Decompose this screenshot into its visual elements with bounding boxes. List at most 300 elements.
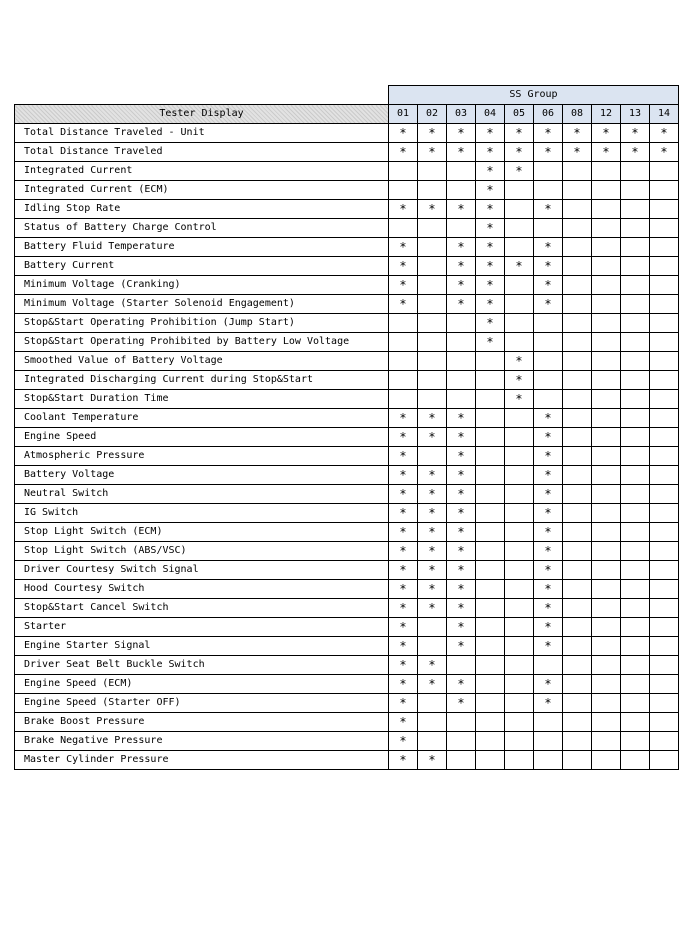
mark-cell [534,181,563,200]
mark-cell [476,466,505,485]
mark-cell: * [650,143,679,162]
mark-cell: * [389,200,418,219]
mark-cell: * [447,295,476,314]
mark-cell: * [447,447,476,466]
mark-cell [592,219,621,238]
mark-cell: * [389,599,418,618]
mark-cell: * [505,143,534,162]
mark-cell: * [447,124,476,143]
mark-cell [650,751,679,770]
mark-cell: * [447,523,476,542]
mark-cell [476,637,505,656]
mark-cell [476,485,505,504]
mark-cell: * [418,542,447,561]
mark-cell [621,694,650,713]
row-label: Battery Current [15,257,389,276]
table-row [15,447,679,466]
mark-cell: * [505,124,534,143]
mark-cell [563,314,592,333]
mark-cell: * [389,675,418,694]
mark-cell [563,580,592,599]
mark-cell [592,713,621,732]
mark-cell [592,428,621,447]
mark-cell: * [534,618,563,637]
mark-cell [534,656,563,675]
mark-cell [389,333,418,352]
mark-cell: * [418,523,447,542]
mark-cell [650,466,679,485]
mark-cell [650,732,679,751]
ss-group-header: SS Group [389,86,679,105]
mark-cell: * [534,276,563,295]
mark-cell [592,390,621,409]
mark-cell [418,238,447,257]
mark-cell [505,599,534,618]
mark-cell [389,181,418,200]
mark-cell [534,333,563,352]
mark-cell: * [476,276,505,295]
mark-cell: * [476,181,505,200]
row-label: Smoothed Value of Battery Voltage [15,352,389,371]
mark-cell [505,485,534,504]
table-row [15,124,679,143]
mark-cell [592,200,621,219]
mark-cell [418,219,447,238]
mark-cell [389,352,418,371]
row-label: Integrated Current [15,162,389,181]
mark-cell: * [447,257,476,276]
mark-cell: * [650,124,679,143]
mark-cell: * [447,200,476,219]
mark-cell: * [476,200,505,219]
mark-cell: * [447,409,476,428]
mark-cell [650,333,679,352]
mark-cell: * [389,428,418,447]
mark-cell [592,694,621,713]
mark-cell [505,466,534,485]
mark-cell [592,618,621,637]
mark-cell [592,276,621,295]
mark-cell [592,542,621,561]
mark-cell: * [389,523,418,542]
mark-cell [621,447,650,466]
mark-cell [505,751,534,770]
row-label: Minimum Voltage (Cranking) [15,276,389,295]
mark-cell: * [534,580,563,599]
mark-cell: * [476,143,505,162]
mark-cell [621,713,650,732]
table-row [15,542,679,561]
row-label: Idling Stop Rate [15,200,389,219]
row-label: Neutral Switch [15,485,389,504]
column-header-06: 06 [534,105,563,124]
table-row [15,181,679,200]
mark-cell: * [534,542,563,561]
mark-cell: * [389,409,418,428]
mark-cell: * [389,542,418,561]
table-row [15,637,679,656]
row-label: Brake Boost Pressure [15,713,389,732]
mark-cell [563,181,592,200]
mark-cell: * [476,124,505,143]
mark-cell [505,618,534,637]
column-header-13: 13 [621,105,650,124]
mark-cell: * [389,732,418,751]
mark-cell: * [389,295,418,314]
mark-cell [534,713,563,732]
mark-cell [418,257,447,276]
mark-cell [592,466,621,485]
table-row [15,200,679,219]
mark-cell [418,352,447,371]
mark-cell [505,675,534,694]
mark-cell [418,713,447,732]
mark-cell [505,561,534,580]
mark-cell: * [447,428,476,447]
mark-cell [476,751,505,770]
mark-cell: * [447,637,476,656]
mark-cell [563,447,592,466]
mark-cell [505,523,534,542]
table-row [15,276,679,295]
mark-cell: * [447,542,476,561]
mark-cell: * [534,485,563,504]
blank-corner [15,86,389,105]
row-label: Stop&Start Operating Prohibited by Battery Low Voltage [15,333,389,352]
mark-cell [650,637,679,656]
row-label: Master Cylinder Pressure [15,751,389,770]
mark-cell [592,352,621,371]
row-label: Engine Starter Signal [15,637,389,656]
mark-cell: * [447,675,476,694]
table-row [15,618,679,637]
mark-cell: * [389,238,418,257]
mark-cell: * [505,257,534,276]
mark-cell [592,409,621,428]
mark-cell [650,257,679,276]
mark-cell [650,295,679,314]
mark-cell [621,333,650,352]
mark-cell: * [563,143,592,162]
mark-cell [563,599,592,618]
mark-cell [505,637,534,656]
row-label: Hood Courtesy Switch [15,580,389,599]
mark-cell: * [534,409,563,428]
mark-cell [592,732,621,751]
mark-cell [418,732,447,751]
mark-cell [592,637,621,656]
mark-cell [650,504,679,523]
mark-cell: * [389,751,418,770]
table-row [15,409,679,428]
mark-cell [650,276,679,295]
mark-cell: * [389,637,418,656]
mark-cell: * [534,124,563,143]
mark-cell [476,504,505,523]
mark-cell [621,276,650,295]
mark-cell [563,238,592,257]
mark-cell: * [389,276,418,295]
mark-cell [621,257,650,276]
mark-cell [563,656,592,675]
mark-cell [563,637,592,656]
mark-cell [621,599,650,618]
mark-cell [563,333,592,352]
mark-cell [505,656,534,675]
mark-cell: * [389,580,418,599]
mark-cell [650,561,679,580]
mark-cell: * [505,390,534,409]
mark-cell [621,219,650,238]
mark-cell [505,219,534,238]
row-label: Brake Negative Pressure [15,732,389,751]
row-label: Battery Voltage [15,466,389,485]
mark-cell [505,181,534,200]
mark-cell [534,371,563,390]
mark-cell [505,580,534,599]
mark-cell [563,561,592,580]
table-row [15,371,679,390]
mark-cell: * [621,124,650,143]
mark-cell [592,181,621,200]
mark-cell [650,390,679,409]
mark-cell [505,428,534,447]
mark-cell [418,390,447,409]
table-row [15,390,679,409]
row-label: Total Distance Traveled [15,143,389,162]
mark-cell: * [505,371,534,390]
mark-cell [621,428,650,447]
mark-cell [563,352,592,371]
mark-cell [563,276,592,295]
mark-cell: * [505,162,534,181]
mark-cell [505,295,534,314]
column-header-02: 02 [418,105,447,124]
mark-cell: * [505,352,534,371]
mark-cell [447,181,476,200]
mark-cell [476,618,505,637]
mark-cell [650,219,679,238]
mark-cell [650,371,679,390]
mark-cell: * [534,143,563,162]
column-header-03: 03 [447,105,476,124]
mark-cell [447,751,476,770]
mark-cell [447,713,476,732]
column-header-12: 12 [592,105,621,124]
mark-cell [650,485,679,504]
row-label: Driver Seat Belt Buckle Switch [15,656,389,675]
row-label: Integrated Discharging Current during Stop&Start [15,371,389,390]
mark-cell [621,504,650,523]
mark-cell [650,181,679,200]
mark-cell: * [534,257,563,276]
mark-cell: * [534,295,563,314]
mark-cell [621,295,650,314]
mark-cell [592,295,621,314]
row-label: Stop&Start Cancel Switch [15,599,389,618]
mark-cell [650,542,679,561]
mark-cell: * [534,523,563,542]
table-row [15,162,679,181]
mark-cell [621,542,650,561]
mark-cell: * [389,694,418,713]
mark-cell [476,447,505,466]
column-header-01: 01 [389,105,418,124]
mark-cell: * [418,561,447,580]
mark-cell: * [447,276,476,295]
mark-cell: * [476,238,505,257]
mark-cell: * [534,238,563,257]
mark-cell [563,732,592,751]
mark-cell [476,352,505,371]
mark-cell [505,713,534,732]
mark-cell: * [621,143,650,162]
mark-cell [592,675,621,694]
row-label: Battery Fluid Temperature [15,238,389,257]
mark-cell [476,371,505,390]
row-label: Atmospheric Pressure [15,447,389,466]
mark-cell: * [476,314,505,333]
mark-cell [650,713,679,732]
row-label: Stop&Start Duration Time [15,390,389,409]
mark-cell [563,257,592,276]
mark-cell [621,162,650,181]
mark-cell [650,352,679,371]
mark-cell: * [389,143,418,162]
mark-cell [505,542,534,561]
mark-cell: * [418,466,447,485]
row-label: Total Distance Traveled - Unit [15,124,389,143]
mark-cell [621,580,650,599]
mark-cell [476,523,505,542]
mark-cell [476,713,505,732]
mark-cell: * [389,656,418,675]
mark-cell [650,599,679,618]
mark-cell [563,523,592,542]
mark-cell: * [534,675,563,694]
table-row [15,599,679,618]
table-row [15,675,679,694]
table-row [15,295,679,314]
mark-cell [621,314,650,333]
mark-cell: * [418,504,447,523]
mark-cell [505,276,534,295]
table-row [15,466,679,485]
mark-cell [563,713,592,732]
mark-cell [389,162,418,181]
mark-cell [592,580,621,599]
mark-cell: * [418,485,447,504]
mark-cell [563,371,592,390]
row-label: Stop&Start Operating Prohibition (Jump Start) [15,314,389,333]
mark-cell [650,314,679,333]
mark-cell [621,523,650,542]
mark-cell [563,428,592,447]
mark-cell [563,219,592,238]
mark-cell: * [447,599,476,618]
mark-cell [592,371,621,390]
row-label: Coolant Temperature [15,409,389,428]
mark-cell [476,428,505,447]
mark-cell: * [534,200,563,219]
mark-cell: * [418,143,447,162]
mark-cell [476,599,505,618]
mark-cell [476,580,505,599]
mark-cell [505,314,534,333]
mark-cell: * [389,485,418,504]
mark-cell [505,447,534,466]
table-row [15,580,679,599]
mark-cell [621,238,650,257]
mark-cell [447,656,476,675]
mark-cell [621,751,650,770]
table-row [15,314,679,333]
row-label: Engine Speed [15,428,389,447]
mark-cell [447,352,476,371]
mark-cell [418,371,447,390]
mark-cell [621,181,650,200]
mark-cell [389,314,418,333]
table-row [15,485,679,504]
mark-cell: * [418,751,447,770]
mark-cell [447,333,476,352]
mark-cell: * [534,428,563,447]
mark-cell: * [389,618,418,637]
mark-cell: * [534,447,563,466]
mark-cell [563,466,592,485]
mark-cell [592,238,621,257]
table-row [15,504,679,523]
mark-cell [650,447,679,466]
mark-cell [621,390,650,409]
mark-cell [563,675,592,694]
column-header-04: 04 [476,105,505,124]
row-label: Engine Speed (Starter OFF) [15,694,389,713]
column-header-05: 05 [505,105,534,124]
mark-cell [389,219,418,238]
mark-cell [505,732,534,751]
mark-cell: * [418,599,447,618]
mark-cell [476,409,505,428]
mark-cell [621,371,650,390]
mark-cell [505,694,534,713]
mark-cell [418,181,447,200]
mark-cell [563,409,592,428]
mark-cell [447,162,476,181]
mark-cell [534,352,563,371]
mark-cell: * [418,409,447,428]
mark-cell [650,428,679,447]
mark-cell: * [389,257,418,276]
mark-cell [505,333,534,352]
mark-cell [534,751,563,770]
mark-cell [650,580,679,599]
row-label: Status of Battery Charge Control [15,219,389,238]
mark-cell [650,200,679,219]
mark-cell [534,390,563,409]
mark-cell [534,219,563,238]
mark-cell: * [447,466,476,485]
mark-cell [389,390,418,409]
row-label: Stop Light Switch (ABS/VSC) [15,542,389,561]
mark-cell: * [389,124,418,143]
column-header-14: 14 [650,105,679,124]
mark-cell [592,314,621,333]
ss-group-table [14,85,679,770]
mark-cell: * [447,580,476,599]
mark-cell [563,694,592,713]
mark-cell [650,656,679,675]
